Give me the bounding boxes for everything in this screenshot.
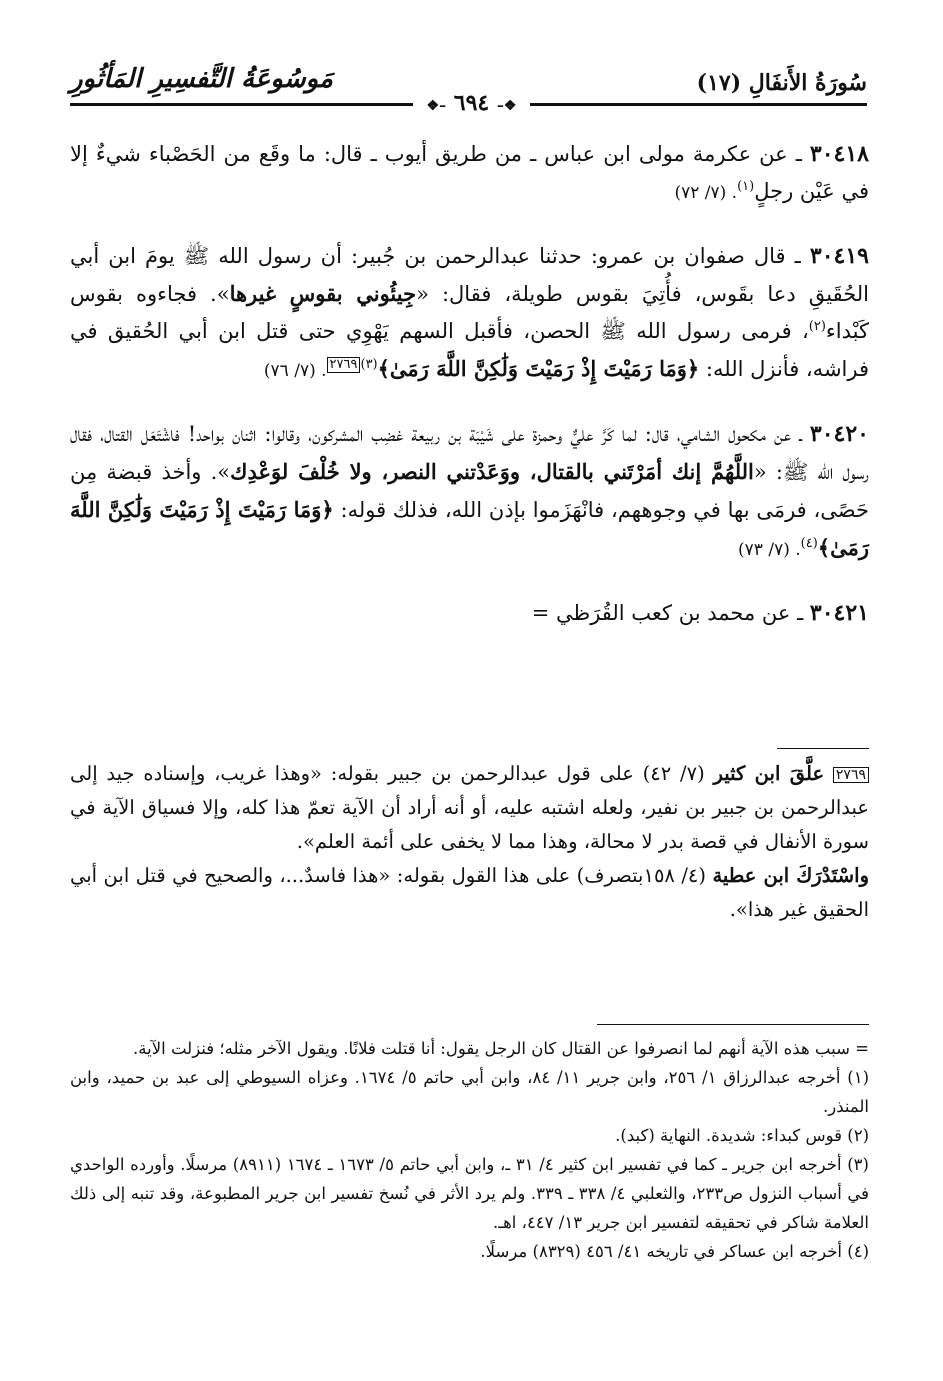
footnote-3: (٣) أخرجه ابن جرير ـ كما في تفسير ابن كثير ٤/ ٣١ ـ، وابن أبي حاتم ٥/ ١٦٧٣ ـ ١٦٧٤ (٨٩١١) مرسلًا. وأورده الواحدي في أسباب النزول ص٢٣٣، والثعلبي ٤/ ٣٣٨ ـ ٣٣٩. ولم يرد الأثر في نُسخ تفسير ابن جرير المطبوعة، وقد تنبه إلى ذلك العلامة شاكر في تحقيقه لتفسير ابن جرير ١٣/ ٤٤٧، اهـ. [70,1155,869,1232]
narration-number: ٣٠٤١٩ [809,243,869,269]
commentary-link-box[interactable]: ٢٧٦٩ [327,357,361,373]
page-number: ٦٩٤ [453,90,490,116]
commentary-text: (٤/ ١٥٨بتصرف) على هذا القول بقوله: «هذا فاسدٌ...، والصحيح في قتل ابن أبي الحقيق غير هذا». [70,864,869,921]
volume-reference: . (٧/ ٧٣) [738,540,801,560]
commentary-divider [777,748,869,749]
narration-text: ـ عن محمد بن كعب القُرَظي = [531,601,810,625]
volume-reference: . (٧/ ٧٦) [263,361,327,381]
commentary-author: واسْتَدْرَكَ ابن عطية [712,864,869,887]
footnote-2: (٢) قوس كبداء: شديدة. النهاية (كبد). [615,1126,869,1145]
narration-text: ». وأخذ قبضة مِن حَصًى، فرمَى بها في وجوههم، فانْهَزَموا بإذن الله، فذلك قوله: [70,460,869,522]
commentary-author: علَّقَ ابن كثير [713,762,825,785]
narration-30421 [70,595,869,632]
commentary-number-box: ٢٧٦٩ [833,767,869,783]
commentary-ibn-kathir [70,757,869,859]
footnotes-block [70,1034,869,1266]
footnote-marker[interactable]: (٢) [808,319,826,334]
main-text [70,136,869,658]
commentary-text: (٧/ ٤٢) على قول عبدالرحمن بن جبير بقوله: «وهذا غريب، وإسناده جيد إلى عبدالرحمن بن جبير بن نفير، ولعله اشتبه عليه، أو أنه أراد أن الآية تعمّ هذا كله، وإلا فسياق الآية في سورة الأنفال في قصة بدر لا محالة، وهذا مما لا يخفى على أئمة العلم». [70,762,869,853]
commentary-ibn-atiyya [70,859,869,927]
narration-text: ـ قال صفوان بن عمرو: حدثنا عبدالرحمن بن جُبير: أن رسول الله ﷺ يومَ ابن أبي الحُقَيقِ دعا بقَوس، فأُتِيَ بقوس طويلة، فقال: « [70,244,869,306]
surah-title: سُورَةُ الأَنفَالِ (١٧) [696,70,867,96]
narration-30418 [70,136,869,212]
page-number-block [0,90,943,116]
left-ornament-icon: ❖– [426,98,447,114]
footnotes-divider [597,1024,869,1025]
narration-text: ، فرمى رسول الله ﷺ الحصن، فأقبل السهم يَهْوِي حتى قتل ابن أبي الحُقيق في فراشه، فأنزل الله: [70,319,869,381]
commentary-block [70,757,869,927]
narration-text: ـ عن عكرمة مولى ابن عباس ـ من طريق أيوب ـ قال: ما وقَع من الحَصْباء شيءٌ إلا في عَيْن رجلٍ [70,142,869,203]
narration-number: ٣٠٤٢١ [809,600,869,626]
narration-30420 [70,416,869,569]
footnote-marker[interactable]: (١) [737,179,755,194]
page-number-frame [413,90,531,116]
narration-text: ». فجاءوه بقوس كَبْداء [70,282,869,343]
footnote-marker[interactable]: (٤) [800,536,818,551]
narration-number: ٣٠٤١٨ [809,141,869,167]
volume-reference: . (٧/ ٧٢) [674,183,738,203]
narration-30419 [70,238,869,390]
narration-text: ـ عن مكحول الشامي، قال: لما كَرَّ عليٌّ وحمزة على شَيْبَة بن ربيعة غضِب المشركون، وقالوا: اثنان بواحد! فاشْتَعَل القتال، فقال رسول الله ﷺ: « [70,422,869,484]
book-title: مَوسُوعَةُ التَّفسِيرِ المَأثُورِ [70,64,333,94]
footnote-1: (١) أخرجه عبدالرزاق ١/ ٢٥٦، وابن جرير ١١/ ٨٤، وابن أبي حاتم ٥/ ١٦٧٤. وعزاه السيوطي إلى عبد بن حميد، وابن المنذر. [70,1068,870,1116]
right-ornament-icon: –❖ [496,98,517,114]
quran-ayah: ﴿وَمَا رَمَيْتَ إِذْ رَمَيْتَ وَلَٰكِنَّ اللَّهَ رَمَىٰ﴾ [377,356,700,381]
footnote-4: (٤) أخرجه ابن عساكر في تاريخه ٤١/ ٤٥٦ (٨٣٢٩) مرسلًا. [480,1242,869,1261]
footnote-marker[interactable]: (٣) [360,357,378,372]
hadith-quote: اللَّهُمَّ إنك أمَرْتَني بالقتال، ووَعَدْتني النصر، ولا خُلْفَ لوَعْدِك [230,459,754,484]
hadith-quote: جِيئُوني بقوسٍ غيرها [229,281,417,306]
quran-ayah: ﴿وَمَا رَمَيْتَ إِذْ رَمَيْتَ وَلَٰكِنَّ اللَّهَ رَمَىٰ﴾ [70,497,869,560]
narration-number: ٣٠٤٢٠ [809,421,869,447]
footnote-continuation: = سبب هذه الآية أنهم لما انصرفوا عن القتال كان الرجل يقول: أنا قتلت فلانًا. ويقول الآخر مثله؛ فنزلت الآية. [133,1039,869,1058]
